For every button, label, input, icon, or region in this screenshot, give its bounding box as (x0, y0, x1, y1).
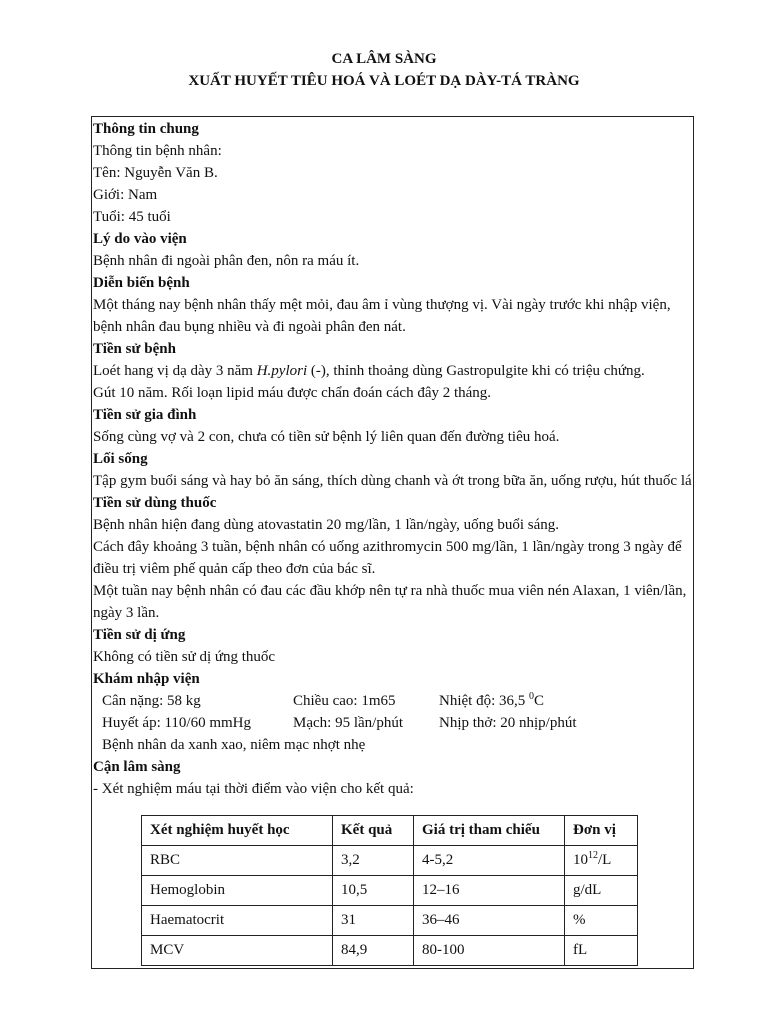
allergy-text: Không có tiền sử dị ứng thuốc (93, 649, 276, 665)
progress-text: Một tháng nay bệnh nhân thấy mệt mỏi, đau âm ỉ vùng thượng vị. Vài ngày trước khi nhập viện, bệnh nhân đau bụng nhiều và đi ngoài phân đen nát. (93, 297, 671, 335)
table-row (142, 936, 638, 966)
table-cell-result: 84,9 (333, 936, 414, 966)
table-row (142, 846, 638, 876)
table-cell-reference: 4-5,2 (414, 846, 565, 876)
vital-respiration: Nhịp thở: 20 nhịp/phút (439, 715, 577, 731)
unit-exponent: 12 (588, 850, 598, 861)
section-heading-labs: Cận lâm sàng (93, 759, 181, 775)
vital-pulse: Mạch: 95 lần/phút (293, 715, 403, 731)
table-cell-result: 31 (333, 906, 414, 936)
vital-blood-pressure: Huyết áp: 110/60 mmHg (102, 715, 252, 731)
exam-note: Bệnh nhân da xanh xao, niêm mạc nhợt nhẹ (102, 737, 366, 753)
patient-info-label: Thông tin bệnh nhân: (93, 143, 222, 159)
lifestyle-text: Tập gym buổi sáng và hay bỏ ăn sáng, thích dùng chanh và ớt trong bữa ăn, uống rượu, hút thuốc lá (93, 473, 692, 489)
section-heading-history: Tiền sử bệnh (93, 341, 176, 357)
table-header-result: Kết quả (333, 816, 414, 846)
section-heading-allergy: Tiền sử dị ứng (93, 627, 186, 643)
meds-text-1: Bệnh nhân hiện đang dùng atovastatin 20 mg/lần, 1 lần/ngày, uống buổi sáng. (93, 517, 560, 533)
vital-height: Chiều cao: 1m65 (293, 693, 396, 709)
table-cell-unit: g/dL (565, 876, 638, 906)
vital-temperature-degree: 0 (529, 691, 534, 702)
table-cell-unit (565, 846, 638, 876)
patient-age: Tuổi: 45 tuổi (93, 209, 171, 225)
document-title: CA LÂM SÀNG (331, 51, 437, 67)
history-text-2: Gút 10 năm. Rối loạn lipid máu được chẩn đoán cách đây 2 tháng. (93, 385, 492, 401)
table-row (142, 906, 638, 936)
lab-results-table (141, 815, 638, 966)
family-text: Sống cùng vợ và 2 con, chưa có tiền sử bệnh lý liên quan đến đường tiêu hoá. (93, 429, 560, 445)
unit-base: 10 (573, 852, 588, 868)
table-cell-test: Hemoglobin (142, 876, 333, 906)
table-row (142, 876, 638, 906)
case-content (93, 118, 693, 800)
meds-text-3: Một tuần nay bệnh nhân có đau các đầu khớp nên tự ra nhà thuốc mua viên nén Alaxan, 1 viên/lần, ngày 3 lần. (93, 583, 687, 621)
table-header-test: Xét nghiệm huyết học (142, 816, 333, 846)
table-cell-unit: % (565, 906, 638, 936)
vitals-row-1 (93, 690, 693, 712)
section-heading-exam: Khám nhập viện (93, 671, 200, 687)
history-text-after: (-), thỉnh thoảng dùng Gastropulgite khi có triệu chứng. (307, 363, 645, 379)
history-text-before: Loét hang vị dạ dày 3 năm (93, 363, 257, 379)
vital-weight: Cân nặng: 58 kg (102, 693, 201, 709)
section-heading-reason: Lý do vào viện (93, 231, 187, 247)
table-cell-test: Haematocrit (142, 906, 333, 936)
reason-text: Bệnh nhân đi ngoài phân đen, nôn ra máu ít. (93, 253, 360, 269)
table-cell-result: 3,2 (333, 846, 414, 876)
table-cell-reference: 80-100 (414, 936, 565, 966)
document-subtitle: XUẤT HUYẾT TIÊU HOÁ VÀ LOÉT DẠ DÀY-TÁ TRÀNG (188, 73, 580, 89)
hpylori-text: H.pylori (256, 363, 308, 379)
table-cell-reference: 36–46 (414, 906, 565, 936)
vitals-row-2 (93, 712, 693, 734)
table-cell-test: RBC (142, 846, 333, 876)
table-cell-test: MCV (142, 936, 333, 966)
table-cell-unit: fL (565, 936, 638, 966)
section-heading-family: Tiền sử gia đình (93, 407, 197, 423)
section-heading-meds: Tiền sử dùng thuốc (93, 495, 217, 511)
table-cell-result: 10,5 (333, 876, 414, 906)
table-header-reference: Giá trị tham chiếu (414, 816, 565, 846)
history-text (93, 360, 693, 382)
section-heading-general: Thông tin chung (93, 121, 199, 137)
section-heading-progress: Diễn biến bệnh (93, 275, 190, 291)
vital-temperature (439, 690, 544, 712)
table-header-row (142, 816, 638, 846)
patient-name: Tên: Nguyễn Văn B. (93, 165, 218, 181)
table-cell-reference: 12–16 (414, 876, 565, 906)
unit-rest: /L (598, 852, 612, 868)
patient-gender: Giới: Nam (93, 187, 158, 203)
section-heading-lifestyle: Lối sống (93, 451, 148, 467)
vital-temperature-unit: C (534, 693, 545, 709)
table-header-unit: Đơn vị (565, 816, 638, 846)
meds-text-2: Cách đây khoảng 3 tuần, bệnh nhân có uống azithromycin 500 mg/lần, 1 lần/ngày trong 3 ngày để điều trị viêm phế quản cấp theo đơn của bác sĩ. (93, 539, 682, 577)
vital-temperature-value: Nhiệt độ: 36,5 (439, 693, 526, 709)
labs-intro: - Xét nghiệm máu tại thời điểm vào viện cho kết quả: (93, 781, 414, 797)
